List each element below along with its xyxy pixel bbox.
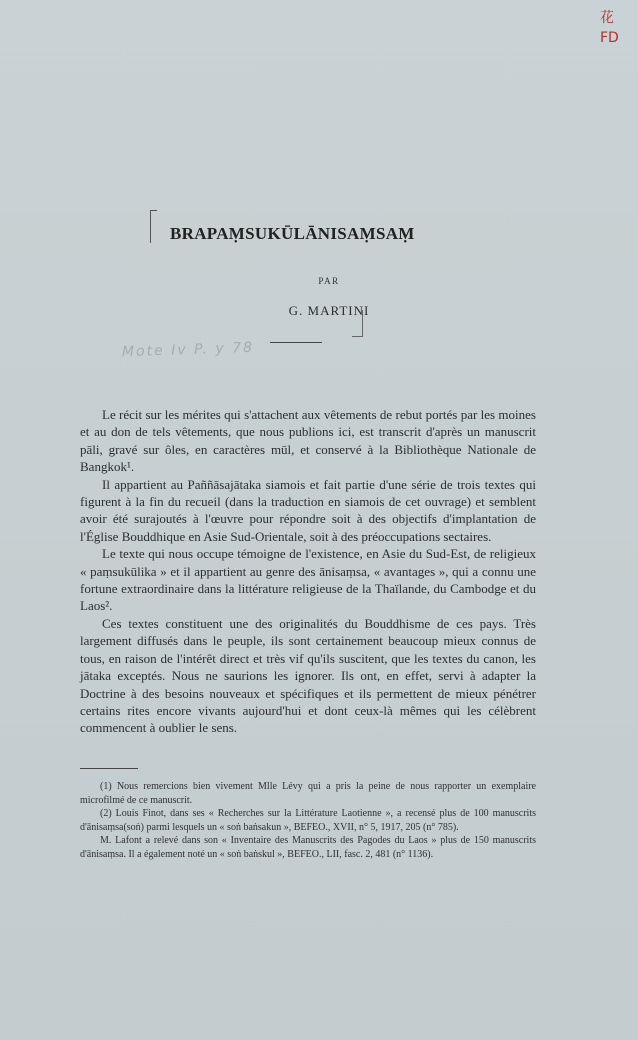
margin-note-line-1: 花 [600,10,614,26]
footnote: (1) Nous remercions bien vivement Mlle Lévy qui a pris la peine de nous rapporter un exemplaire microfilmé de ce manuscrit. [80,781,536,806]
title-divider [270,342,322,343]
faint-pencil-annotation: Mote Iv P. y 78 [121,339,255,361]
handwritten-margin-note [600,8,636,48]
paragraph: Ces textes constituent une des originalités du Bouddhisme de ces pays. Très largement diffusés dans le peuple, ils sont certainement beaucoup mieux connus de tous, en raison de l'intérêt direct et très vif qu'ils suscitent, que les textes du canon, les jātaka exceptés. Nous ne saurions les ignorer. Ils ont, en effet, servi à adapter la Doctrine à des besoins nouveaux et spécifiques et ils permettent de mieux pénétrer certains rites encore vivants aujourd'hui et dont ceux-là mêmes qui les célèbrent commencent à oublier le sens. [80,615,536,736]
author-name: G. MARTINI [288,303,370,318]
footnote: (2) Louis Finot, dans ses « Recherches sur la Littérature Laotienne », a recensé plus de 100 manuscrits d'ānisaṃsa(soṅ) parmi lesquels un « soṅ baṅsakun », BEFEO., XVII, n° 5, 1917, 205 (n° 785). [80,808,536,833]
footnote-divider [80,768,138,769]
margin-note-line-2: FD [600,30,619,46]
footnote: M. Lafont a relevé dans son « Inventaire des Manuscrits des Pagodes du Laos » plus de 150 manuscrits d'ānisaṃsa. Il a également noté un « soṅ baṅskul », BEFEO., LII, fasc. 2, 481 (n° 1136). [80,835,536,860]
paragraph: Il appartient au Paññāsajātaka siamois et fait partie d'une série de trois textes qui figurent à la fin du recueil (dans la traduction en siamois de cet ouvrage) et semblent avoir été surajoutés à l'œuvre pour répondre soit à des objectifs d'implantation de l'Église Bouddhique en Asie Sud-Orientale, soit à des préoccupations sectaires. [80,476,536,544]
article-body [80,406,536,737]
paragraph: Le récit sur les mérites qui s'attachent aux vêtements de rebut portés par les moines et au don de tels vêtements, que nous publions ici, est transcrit d'après un manuscrit pāli, gravé sur ôles, en caractères mūl, et conservé à la Bibliothèque Nationale de Bangkok¹. [80,407,536,475]
paragraph: Le texte qui nous occupe témoigne de l'existence, en Asie du Sud-Est, de religieux « paṃsukūlika » et il appartient au genre des ānisaṃsa, « avantages », qui a connu une fortune extraordinaire dans la littérature religieuse de la Thaïlande, du Cambodge et du Laos². [80,546,536,614]
article-title: BRAPAṂSUKŪLĀNISAṂSAṂ [170,224,415,243]
byline-par: PAR [318,276,340,286]
footnotes [80,780,536,862]
pencil-bracket-mark-author [352,310,363,337]
pencil-bracket-mark [150,210,157,243]
